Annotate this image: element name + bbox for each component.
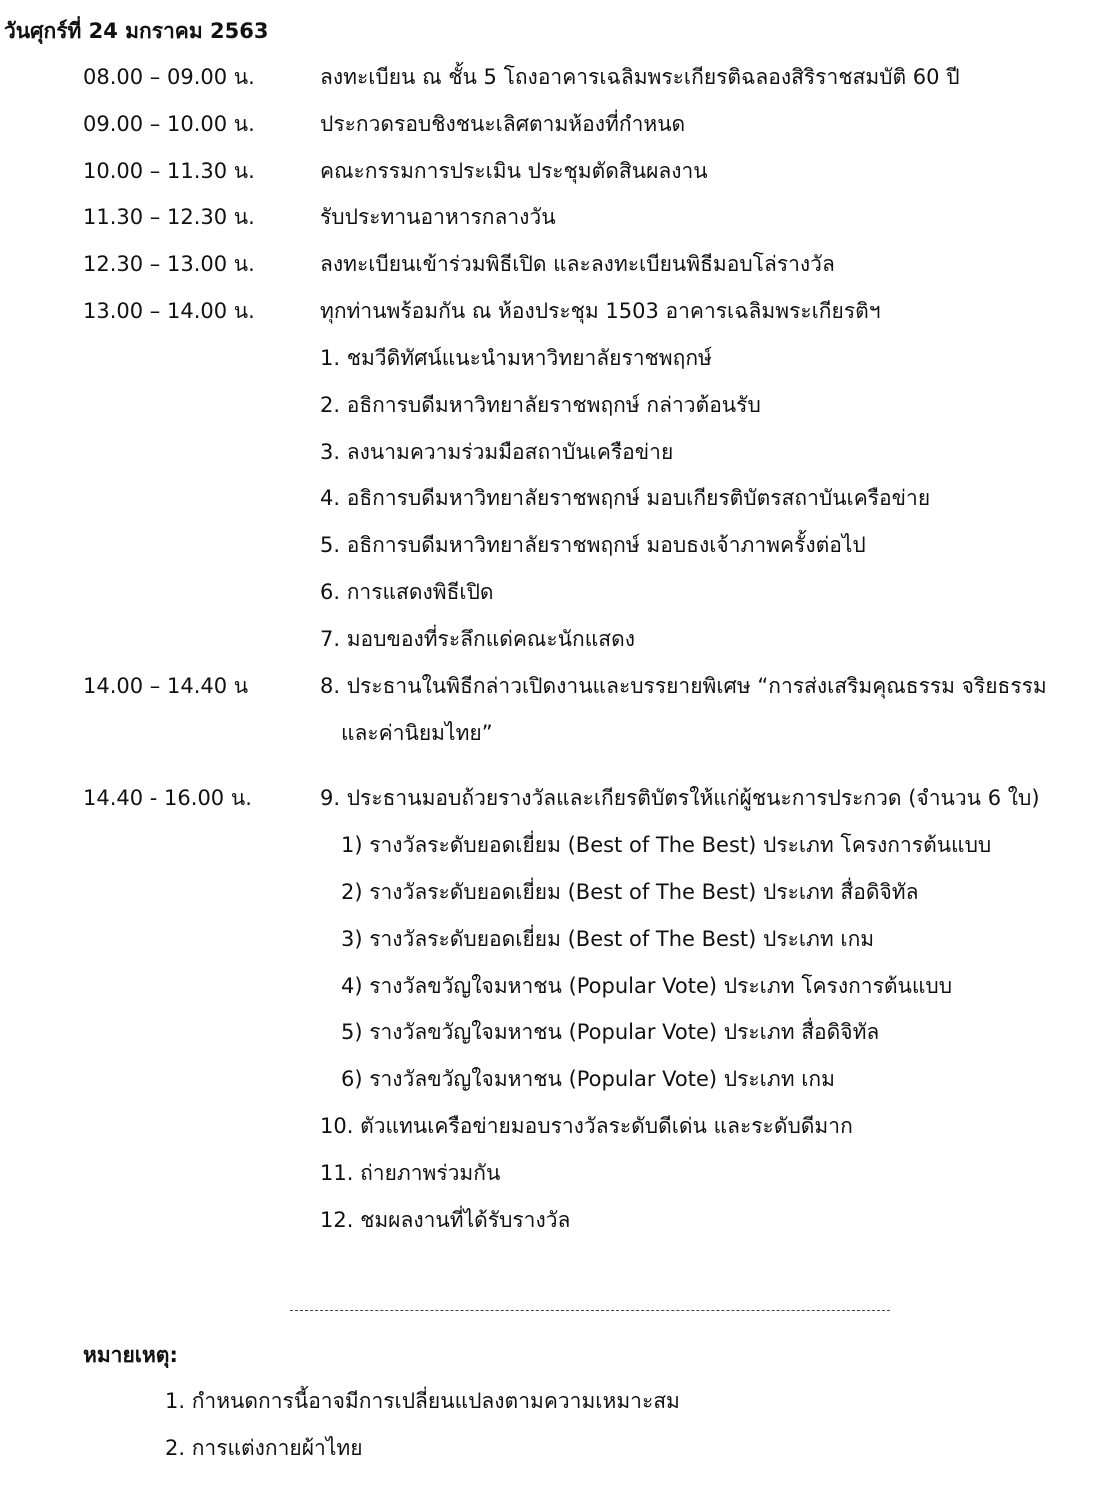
schedule-time: 12.30 – 13.00 น. xyxy=(83,252,255,276)
schedule-time: 14.00 – 14.40 น xyxy=(83,674,249,698)
schedule-time: 08.00 – 09.00 น. xyxy=(83,65,255,89)
program-item: 6. การแสดงพิธีเปิด xyxy=(320,580,494,604)
schedule-time: 13.00 – 14.00 น. xyxy=(83,299,255,323)
schedule-desc: ทุกท่านพร้อมกัน ณ ห้องประชุม 1503 อาคารเฉลิมพระเกียรติฯ xyxy=(320,299,881,323)
award-item: 6) รางวัลขวัญใจมหาชน (Popular Vote) ประเภท เกม xyxy=(341,1067,835,1091)
schedule-desc: ประกวดรอบชิงชนะเลิศตามห้องที่กำหนด xyxy=(320,112,686,136)
program-item: 10. ตัวแทนเครือข่ายมอบรางวัลระดับดีเด่น และระดับดีมาก xyxy=(320,1114,853,1138)
program-item: 3. ลงนามความร่วมมือสถาบันเครือข่าย xyxy=(320,440,674,464)
program-item: 7. มอบของที่ระลึกแด่คณะนักแสดง xyxy=(320,627,635,651)
program-item: 5. อธิการบดีมหาวิทยาลัยราชพฤกษ์ มอบธงเจ้าภาพครั้งต่อไป xyxy=(320,533,866,557)
award-item: 5) รางวัลขวัญใจมหาชน (Popular Vote) ประเภท สื่อดิจิทัล xyxy=(341,1020,880,1044)
schedule-time: 11.30 – 12.30 น. xyxy=(83,205,255,229)
award-item: 3) รางวัลระดับยอดเยี่ยม (Best of The Best) ประเภท เกม xyxy=(341,927,875,951)
schedule-desc: ลงทะเบียนเข้าร่วมพิธีเปิด และลงทะเบียนพิธีมอบโล่รางวัล xyxy=(320,252,835,276)
dashed-divider xyxy=(290,1310,890,1311)
award-item: 1) รางวัลระดับยอดเยี่ยม (Best of The Best) ประเภท โครงการต้นแบบ xyxy=(341,833,992,857)
schedule-desc: คณะกรรมการประเมิน ประชุมตัดสินผลงาน xyxy=(320,159,708,183)
schedule-time: 10.00 – 11.30 น. xyxy=(83,159,255,183)
award-item: 2) รางวัลระดับยอดเยี่ยม (Best of The Best) ประเภท สื่อดิจิทัล xyxy=(341,880,919,904)
program-item: 1. ชมวีดิทัศน์แนะนำมหาวิทยาลัยราชพฤกษ์ xyxy=(320,346,712,370)
award-item: 4) รางวัลขวัญใจมหาชน (Popular Vote) ประเภท โครงการต้นแบบ xyxy=(341,974,953,998)
note-item: 2. การแต่งกายผ้าไทย xyxy=(165,1436,363,1460)
schedule-desc: รับประทานอาหารกลางวัน xyxy=(320,205,556,229)
note-item: 1. กำหนดการนี้อาจมีการเปลี่ยนแปลงตามความเหมาะสม xyxy=(165,1389,680,1413)
schedule-time: 14.40 - 16.00 น. xyxy=(83,786,252,810)
program-item: 11. ถ่ายภาพร่วมกัน xyxy=(320,1161,501,1185)
date-heading: วันศุกร์ที่ 24 มกราคม 2563 xyxy=(4,19,269,43)
program-item: 8. ประธานในพิธีกล่าวเปิดงานและบรรยายพิเศษ “การส่งเสริมคุณธรรม จริยธรรม xyxy=(320,674,1047,698)
schedule-time: 09.00 – 10.00 น. xyxy=(83,112,255,136)
schedule-desc: ลงทะเบียน ณ ชั้น 5 โถงอาคารเฉลิมพระเกียรติฉลองสิริราชสมบัติ 60 ปี xyxy=(320,65,960,89)
program-item: 4. อธิการบดีมหาวิทยาลัยราชพฤกษ์ มอบเกียรติบัตรสถาบันเครือข่าย xyxy=(320,486,931,510)
program-item: 12. ชมผลงานที่ได้รับรางวัล xyxy=(320,1208,571,1232)
program-item-continuation: และค่านิยมไทย” xyxy=(341,721,493,745)
program-item: 9. ประธานมอบถ้วยรางวัลและเกียรติบัตรให้แก่ผู้ชนะการประกวด (จำนวน 6 ใบ) xyxy=(320,786,1040,810)
program-item: 2. อธิการบดีมหาวิทยาลัยราชพฤกษ์ กล่าวต้อนรับ xyxy=(320,393,761,417)
notes-title: หมายเหตุ: xyxy=(83,1343,178,1367)
